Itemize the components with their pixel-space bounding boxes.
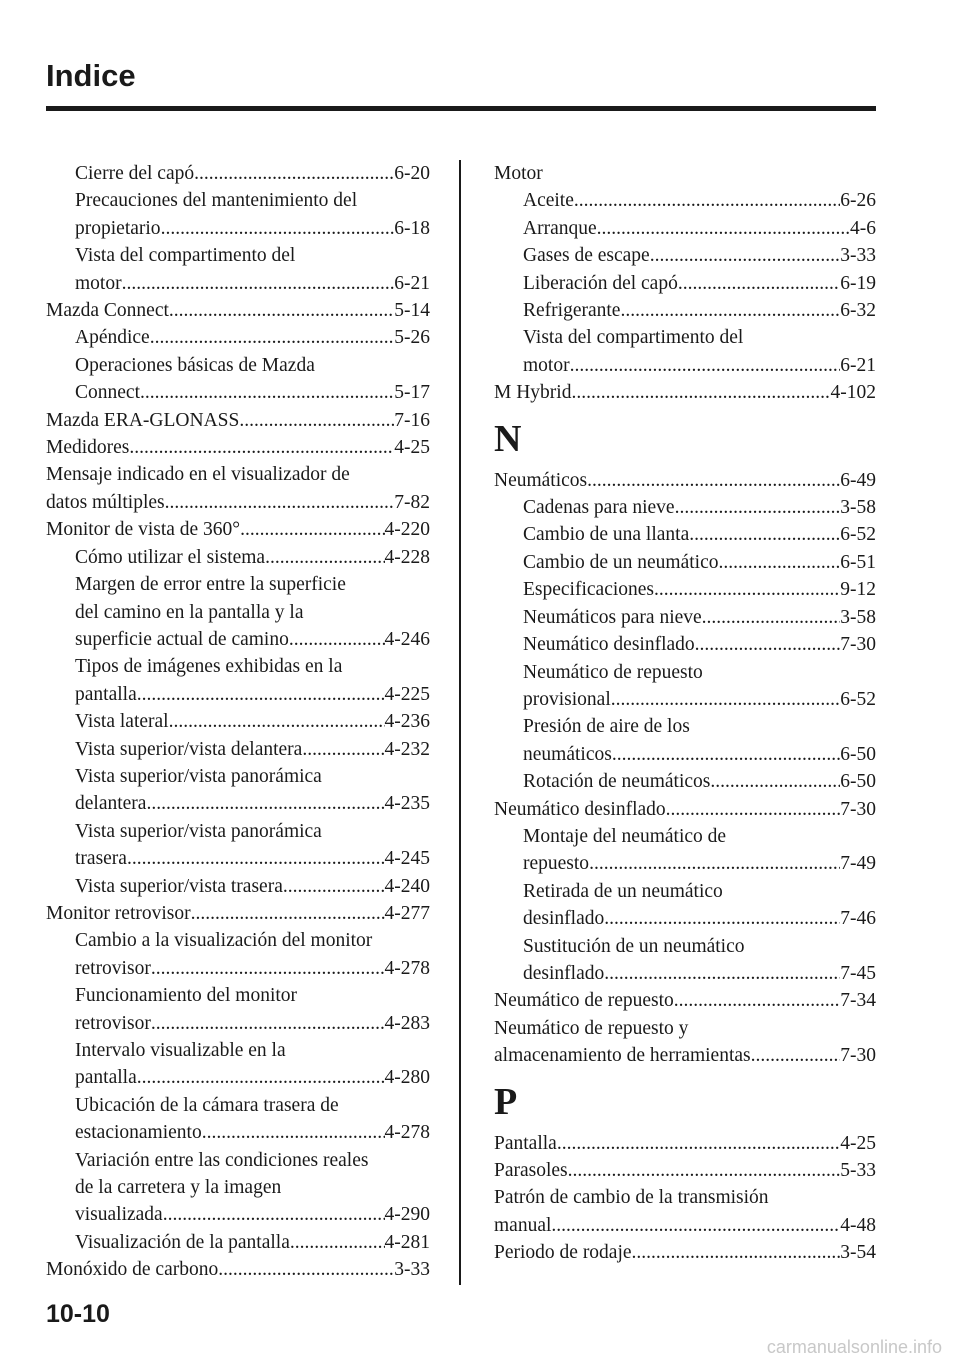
entry-label: Monitor de vista de 360° — [46, 519, 241, 541]
dot-leader — [194, 160, 394, 187]
entry-label: Gases de escape — [523, 245, 650, 267]
dot-leader — [137, 1064, 385, 1091]
page-reference: 7-30 — [840, 1045, 876, 1067]
index-entry — [46, 407, 430, 434]
index-entry — [46, 900, 430, 927]
index-entry — [494, 379, 876, 406]
dot-leader — [163, 1201, 385, 1228]
entry-label: Medidores — [46, 437, 130, 459]
entry-label: Montaje del neumático de — [523, 825, 727, 847]
page-reference: 6-49 — [840, 469, 876, 491]
entry-label: Vista superior/vista panorámica — [75, 765, 322, 787]
page-reference: 4-220 — [384, 519, 430, 541]
entry-label: Neumático desinflado — [523, 634, 695, 656]
entry-label: Vista superior/vista delantera — [75, 738, 303, 760]
dot-leader — [265, 544, 384, 571]
page-reference: 7-46 — [840, 908, 876, 930]
entry-label: Patrón de cambio de la transmisión — [494, 1187, 769, 1209]
dot-leader — [191, 900, 385, 927]
dot-leader — [151, 955, 385, 982]
entry-label: Refrigerante — [523, 300, 621, 322]
page-reference: 9-12 — [840, 579, 876, 601]
dot-leader — [551, 1212, 840, 1239]
index-subentry — [494, 270, 876, 297]
entry-label: Motor — [494, 163, 543, 184]
entry-label: Parasoles — [494, 1160, 568, 1181]
page-reference: 6-26 — [840, 190, 876, 212]
dot-leader — [710, 768, 840, 795]
page-reference: 7-30 — [840, 798, 876, 820]
entry-label: Neumático desinflado — [494, 798, 666, 820]
entry-label: Liberación del capó — [523, 272, 678, 294]
index-entry — [494, 160, 876, 187]
page-reference: 4-25 — [840, 1132, 876, 1154]
entry-label: Rotación de neumáticos — [523, 771, 711, 793]
page-reference: 7-30 — [840, 634, 876, 656]
entry-label: desinflado — [523, 962, 605, 984]
page-reference: 4-278 — [384, 1122, 430, 1144]
page-reference: 6-52 — [840, 688, 876, 710]
entry-label: Operaciones básicas de Mazda — [75, 354, 315, 376]
page-reference: 4-278 — [384, 957, 430, 979]
entry-label: Pantalla — [494, 1132, 557, 1154]
index-subentry — [46, 653, 430, 708]
index-subentry — [46, 324, 430, 351]
index-column-right — [494, 160, 876, 1267]
dot-leader — [290, 1229, 385, 1256]
page-reference: 4-232 — [384, 738, 430, 760]
index-column-left — [46, 160, 430, 1284]
entry-label: retrovisor — [75, 1012, 151, 1034]
entry-label: Ubicación de la cámara trasera de — [75, 1094, 339, 1116]
index-subentry — [46, 1037, 430, 1092]
entry-label: Cadenas para nieve — [523, 497, 675, 519]
dot-leader — [146, 790, 384, 817]
entry-label: Presión de aire de los — [523, 716, 690, 738]
column-divider — [459, 160, 461, 1285]
index-subentry — [46, 763, 430, 818]
index-entry — [494, 1015, 876, 1070]
page-reference: 6-18 — [394, 217, 430, 239]
entry-label: desinflado — [523, 908, 605, 930]
dot-leader — [702, 604, 841, 631]
index-subentry — [46, 1147, 430, 1229]
dot-leader — [604, 960, 840, 987]
entry-label: Cambio de una llanta — [523, 524, 690, 546]
entry-label: Mensaje indicado en el visualizador de — [46, 464, 350, 486]
page-reference: 3-54 — [840, 1242, 876, 1264]
header-divider — [46, 106, 876, 111]
page-reference: 3-58 — [840, 497, 876, 519]
entry-label: Periodo de rodaje — [494, 1242, 632, 1264]
index-subentry — [46, 708, 430, 735]
entry-label: almacenamiento de herramientas — [494, 1045, 751, 1067]
entry-label: Margen de error entre la superficie — [75, 574, 346, 596]
page-reference: 4-246 — [384, 628, 430, 650]
dot-leader — [587, 467, 840, 494]
entry-label: motor — [75, 272, 122, 294]
entry-label: Arranque — [523, 217, 597, 239]
entry-label: Neumático de repuesto — [494, 990, 674, 1012]
page-reference: 6-51 — [840, 551, 876, 573]
index-subentry — [494, 823, 876, 878]
dot-leader — [570, 352, 841, 379]
index-subentry — [46, 352, 430, 407]
dot-leader — [719, 549, 841, 576]
entry-label: estacionamiento — [75, 1122, 202, 1144]
index-subentry — [494, 215, 876, 242]
page-reference: 6-50 — [840, 743, 876, 765]
dot-leader — [161, 215, 395, 242]
index-entry — [494, 1239, 876, 1266]
dot-leader — [611, 686, 841, 713]
dot-leader — [151, 1010, 385, 1037]
entry-label: Especificaciones — [523, 579, 655, 601]
page-reference: 3-58 — [840, 606, 876, 628]
index-subentry — [46, 1229, 430, 1256]
index-subentry — [494, 297, 876, 324]
page-reference: 4-240 — [384, 875, 430, 897]
entry-label: Retirada de un neumático — [523, 880, 723, 902]
page-reference: 4-6 — [850, 217, 876, 239]
page-reference: 7-45 — [840, 962, 876, 984]
dot-leader — [674, 987, 840, 1014]
entry-label: manual — [494, 1214, 552, 1236]
entry-label: de la carretera y la imagen — [75, 1177, 282, 1199]
dot-leader — [283, 873, 385, 900]
entry-label: Cómo utilizar el sistema — [75, 546, 266, 568]
page-reference: 4-281 — [384, 1231, 430, 1253]
entry-label: Visualización de la pantalla — [75, 1231, 290, 1253]
entry-label: Intervalo visualizable en la — [75, 1040, 286, 1061]
dot-leader — [240, 516, 384, 543]
page-reference: 6-21 — [840, 354, 876, 376]
index-subentry — [494, 324, 876, 379]
entry-label: trasera — [75, 848, 127, 870]
entry-label: Neumático de repuesto — [523, 661, 703, 683]
index-subentry — [494, 549, 876, 576]
index-subentry — [46, 818, 430, 873]
index-subentry — [46, 927, 430, 982]
entry-label: delantera — [75, 793, 147, 815]
dot-leader — [218, 1256, 394, 1283]
dot-leader — [140, 379, 394, 406]
page-reference: 3-33 — [840, 245, 876, 267]
entry-label: Cambio a la visualización del monitor — [75, 930, 373, 952]
index-entry — [494, 1157, 876, 1184]
dot-leader — [302, 736, 384, 763]
page-reference: 4-245 — [384, 848, 430, 870]
dot-leader — [289, 626, 385, 653]
index-entry — [46, 1256, 430, 1283]
page-reference: 5-14 — [394, 300, 430, 322]
index-entry — [46, 461, 430, 516]
dot-leader — [202, 1119, 385, 1146]
dot-leader — [574, 187, 840, 214]
page-reference: 6-32 — [840, 300, 876, 322]
page-number: 10-10 — [46, 1300, 110, 1328]
page-reference: 4-225 — [384, 683, 430, 705]
index-subentry — [494, 242, 876, 269]
page-reference: 5-17 — [394, 382, 430, 404]
section-letter: P — [494, 1080, 518, 1123]
dot-leader — [150, 324, 395, 351]
entry-label: datos múltiples — [46, 491, 165, 513]
page-reference: 4-277 — [384, 902, 430, 924]
entry-label: Apéndice — [75, 327, 150, 349]
page-reference: 4-280 — [384, 1067, 430, 1089]
index-subentry — [494, 713, 876, 768]
entry-label: Tipos de imágenes exhibidas en la — [75, 656, 343, 678]
index-subentry — [494, 494, 876, 521]
page-reference: 6-19 — [840, 272, 876, 294]
section-letter: N — [494, 417, 522, 460]
entry-label: Vista lateral — [75, 711, 169, 733]
dot-leader — [137, 681, 385, 708]
dot-leader — [557, 1130, 840, 1157]
dot-leader — [169, 708, 385, 735]
dot-leader — [122, 270, 395, 297]
index-subentry — [494, 659, 876, 714]
page-reference: 5-26 — [394, 327, 430, 349]
index-entry — [494, 467, 876, 494]
dot-leader — [751, 1042, 841, 1069]
entry-label: neumáticos — [523, 743, 612, 765]
dot-leader — [650, 242, 841, 269]
page-reference: 3-33 — [394, 1259, 430, 1281]
index-subentry — [494, 187, 876, 214]
index-subentry — [494, 604, 876, 631]
index-subentry — [46, 873, 430, 900]
index-subentry — [494, 576, 876, 603]
index-entry — [46, 297, 430, 324]
page-reference: 6-52 — [840, 524, 876, 546]
index-subentry — [46, 982, 430, 1037]
page-reference: 4-235 — [384, 793, 430, 815]
dot-leader — [666, 796, 841, 823]
page-title: Indice — [46, 58, 136, 93]
dot-leader — [612, 741, 840, 768]
index-subentry — [46, 1092, 430, 1147]
dot-leader — [127, 845, 385, 872]
dot-leader — [571, 379, 830, 406]
dot-leader — [169, 297, 394, 324]
entry-label: superficie actual de camino — [75, 628, 289, 650]
page-reference: 7-34 — [840, 990, 876, 1012]
page-reference: 4-48 — [840, 1214, 876, 1236]
dot-leader — [678, 270, 840, 297]
entry-label: pantalla — [75, 1067, 137, 1089]
entry-label: M Hybrid — [494, 382, 572, 404]
entry-label: del camino en la pantalla y la — [75, 601, 304, 623]
index-subentry — [494, 933, 876, 988]
entry-label: Cambio de un neumático — [523, 551, 719, 573]
entry-label: retrovisor — [75, 957, 151, 979]
dot-leader — [165, 489, 395, 516]
dot-leader — [632, 1239, 841, 1266]
page-reference: 6-50 — [840, 771, 876, 793]
watermark: carmanualsonline.info — [766, 1337, 942, 1357]
entry-label: Vista del compartimento del — [75, 245, 296, 267]
page-reference: 4-228 — [384, 546, 430, 568]
dot-leader — [589, 850, 840, 877]
entry-label: Aceite — [523, 190, 574, 212]
dot-leader — [620, 297, 840, 324]
dot-leader — [568, 1157, 841, 1184]
page-reference: 4-236 — [384, 711, 430, 733]
index-entry — [494, 1130, 876, 1157]
dot-leader — [654, 576, 840, 603]
index-entry — [494, 1184, 876, 1239]
entry-label: propietario — [75, 217, 161, 239]
index-entry — [494, 796, 876, 823]
dot-leader — [695, 631, 841, 658]
page-reference: 7-82 — [394, 491, 430, 513]
page-reference: 4-102 — [830, 382, 876, 404]
index-subentry — [494, 631, 876, 658]
page-reference: 7-16 — [394, 409, 430, 431]
entry-label: Vista del compartimento del — [523, 327, 744, 349]
entry-label: visualizada — [75, 1204, 163, 1226]
index-subentry — [46, 160, 430, 187]
index-subentry — [46, 571, 430, 653]
dot-leader — [689, 521, 840, 548]
page-reference: 7-49 — [840, 853, 876, 875]
dot-leader — [597, 215, 850, 242]
entry-label: Neumáticos — [494, 469, 588, 491]
page-reference: 4-25 — [394, 437, 430, 459]
entry-label: Neumáticos para nieve — [523, 606, 702, 628]
page-reference: 5-33 — [840, 1160, 876, 1181]
index-subentry — [46, 736, 430, 763]
index-entry — [46, 516, 430, 543]
index-subentry — [46, 187, 430, 242]
entry-label: motor — [523, 354, 570, 376]
index-subentry — [46, 544, 430, 571]
page-reference: 4-290 — [384, 1204, 430, 1226]
dot-leader — [239, 407, 394, 434]
entry-label: Precauciones del mantenimiento del — [75, 190, 358, 212]
index-entry — [46, 434, 430, 461]
entry-label: Vista superior/vista panorámica — [75, 820, 322, 842]
entry-label: Neumático de repuesto y — [494, 1017, 689, 1039]
dot-leader — [675, 494, 841, 521]
entry-label: Cierre del capó — [75, 163, 195, 184]
entry-label: repuesto — [523, 853, 590, 875]
entry-label: Sustitución de un neumático — [523, 935, 745, 957]
index-subentry — [494, 878, 876, 933]
page-reference: 6-20 — [394, 163, 430, 184]
index-subentry — [494, 521, 876, 548]
index-entry — [494, 987, 876, 1014]
entry-label: Variación entre las condiciones reales — [75, 1149, 369, 1171]
dot-leader — [129, 434, 394, 461]
entry-label: pantalla — [75, 683, 137, 705]
dot-leader — [604, 905, 840, 932]
entry-label: Funcionamiento del monitor — [75, 985, 298, 1007]
entry-label: Vista superior/vista trasera — [75, 875, 283, 897]
entry-label: Monóxido de carbono — [46, 1259, 219, 1281]
page-reference: 4-283 — [384, 1012, 430, 1034]
entry-label: Mazda ERA-GLONASS — [46, 409, 240, 431]
entry-label: Mazda Connect — [46, 300, 169, 322]
index-subentry — [494, 768, 876, 795]
entry-label: provisional — [523, 688, 611, 710]
entry-label: Monitor retrovisor — [46, 902, 191, 924]
page-reference: 6-21 — [394, 272, 430, 294]
index-subentry — [46, 242, 430, 297]
entry-label: Connect — [75, 382, 140, 404]
